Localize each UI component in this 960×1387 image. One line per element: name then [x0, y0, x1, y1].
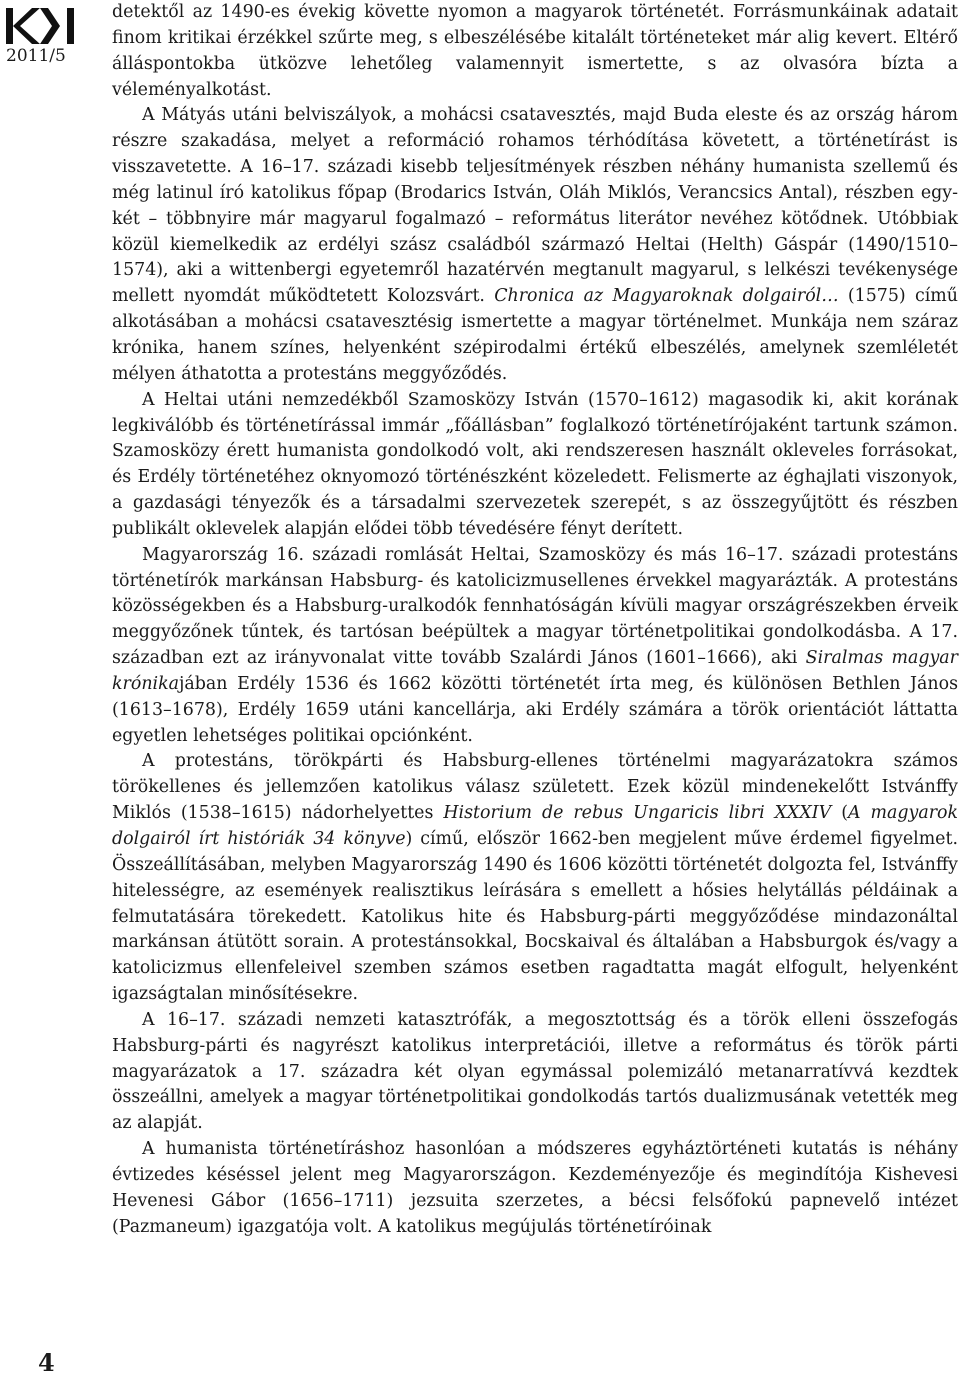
- text-run: detektől az 1490-es évekig követte nyomon a magyarok történetét. Forrásmunkáinak adatait finom kritikai érzékkel szűrte meg, s elbeszélésébe kitalált történeteket már alig kevert. Eltérő álláspontokba ütközve lehetőleg valamennyit ismertette, s az olvasóra bízta a véleményalkotást.: [112, 2, 958, 100]
- page-number: 4: [38, 1348, 55, 1377]
- italic-title: Siralmas magyar krónika: [112, 648, 958, 694]
- paragraph: [112, 103, 958, 387]
- journal-logo: [4, 6, 76, 46]
- paragraph: [112, 1137, 958, 1240]
- text-run: (: [831, 803, 848, 824]
- text-run: ) című, először 1662-ben megjelent műve érdemel figyelmet. Összeállításában, melyben Magyarország 1490 és 1606 közötti történetét dolgozta fel, Istvánffy hitelességre, az események realisztikus leírására s emellett a hősies helytállás példáinak a felmutatására törekedett. Katolikus hite és Habsburg-párti meggyőződése mindazonáltal markánsan átütött sorain. A protestánsokkal, Bocskaival és általában a Habsburgok és/vagy a katolicizmus ellenfeleivel szemben számos esetben ragadtatta magát elfogult, helyenként igazságtalan minősítésekre.: [112, 829, 958, 1005]
- text-run: A protestáns, törökpárti és Habsburg-ellenes történelmi magyarázatokra számos törökellenes és jellemzően katolikus válasz született. Ezek közül mindenekelőtt Istvánffy Miklós (1538–1615) nádorhelyettes: [112, 751, 958, 824]
- left-margin: [0, 0, 96, 1387]
- text-run: A 16–17. századi nemzeti katasztrófák, a megosztottság és a török elleni összefogás Habsburg-párti és nagyrészt katolikus interpretációi, illetve a református és török párti magyarázatok a 17. századra két olyan egymással polemizáló metanarratívvá kezdtek összeállni, amelyek a magyar történetpolitikai gondolkodás tartós dualizmusának vetették meg az alapját.: [112, 1009, 958, 1134]
- paragraph: [112, 0, 958, 103]
- italic-title: Chronica az Magyaroknak dolgairól…: [494, 286, 839, 307]
- body-text: [112, 0, 958, 1241]
- text-run: A Heltai utáni nemzedékből Szamosközy István (1570–1612) magasodik ki, akit korának legkiválóbb és történetírással immár „főállásban” foglalkozó történetírójaként tartunk számon. Szamosközy érett humanista gondolkodó volt, aki rendszeresen használt okleveles forrásokat, és Erdély történetéhez oknyomozó történészként közeledett. Felismerte az éghajlati viszonyok, a gazdasági tényezők és a társadalmi szervezetek szerepét, s az összegyűjtött és részben publikált oklevelek alapján elődei több tévedésére fényt derített.: [112, 389, 958, 539]
- italic-title: A magyarok dolgairól írt históriák 34 könyve: [112, 803, 959, 849]
- text-run: A Mátyás utáni belviszályok, a mohácsi csatavesztés, majd Buda eleste és az ország három részre szakadása, melyet a reformáció rohamos térhódítása követett, a történetírást is visszavetette. A 16–17. századi kisebb teljesítmények részben néhány humanista szellemű és még latinul író katolikus főpap (Brodarics István, Oláh Miklós, Verancsics Antal), részben egy-két – többnyire már magyarul fogalmazó – református literátor nevéhez kötődnek. Utóbbiak közül kiemelkedik az erdélyi szász családból származó Heltai (Helth) Gáspár (1490/1510–1574), aki a wittenbergi egyetemről hazatérvén megtanult magyarul, s lelkészi tevékenysége mellett nyomdát működtetett Kolozsvárt.: [112, 105, 958, 307]
- issue-number: 2011/5: [6, 46, 66, 66]
- text-run: (1575) című alkotásában a mohácsi csatavesztésig ismertette a magyar történelmet. Munkája nem száraz krónika, hanem színes, helyenként szépirodalmi értékű elbeszélés, amelynek szemléletét mélyen áthatotta a protestáns meggyőződés.: [112, 286, 958, 384]
- text-run: A humanista történetíráshoz hasonlóan a módszeres egyháztörténeti kutatás is néhány évtizedes késéssel jelent meg Magyarországon. Kezdeményezője és megindítója Kishevesi Hevenesi Gábor (1656–1711) jezsuita szerzetes, a bécsi felsőfokú papnevelő intézet (Pazmaneum) igazgatója volt. A katolikus megújulás történetíróinak: [112, 1139, 958, 1237]
- paragraph: [112, 388, 958, 543]
- italic-title: Historium de rebus Ungaricis libri XXXIV: [443, 803, 832, 824]
- paragraph: [112, 543, 958, 750]
- text-run: Magyarország 16. századi romlását Heltai, Szamosközy és más 16–17. századi protestáns történetírók markánsan Habsburg- és katolicizmusellenes érvekkel magyarázták. A protestáns közösségekben és a Habsburg-uralkodók fennhatóságán kívüli magyar országrészekben érveik meggyőzőnek tűntek, és tartósan beépültek a magyar történetpolitikai gondolkodásba. A 17. században ezt az irányvonalat vitte tovább Szalárdi János (1601–1666), aki: [112, 544, 958, 669]
- text-run: jában Erdély 1536 és 1662 közötti történetét írta meg, és különösen Bethlen János (1613–1678), Erdély 1659 utáni kancellárja, aki Erdély számára a török orientációt láttatta egyetlen lehetséges politikai opciónként.: [112, 673, 958, 746]
- paragraph: [112, 749, 958, 1007]
- paragraph: [112, 1008, 958, 1137]
